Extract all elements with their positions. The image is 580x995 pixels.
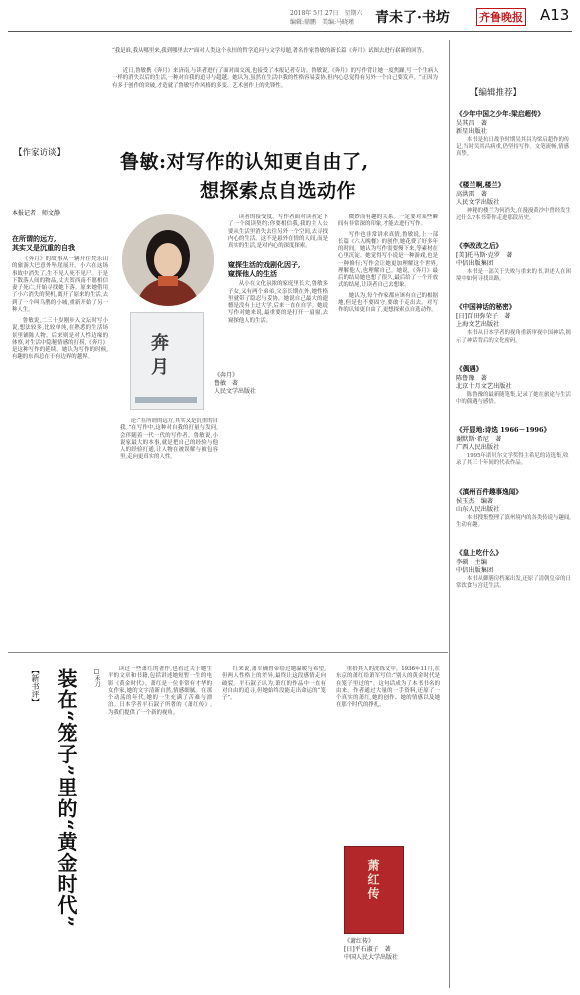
sidebar-item-author: 陈鲁豫 著 (456, 374, 487, 382)
sidebar-item-publisher: 中信出版集团 (456, 260, 494, 268)
interview-col1-para2: 鲁敏说,二三十岁刚步入文坛时写小说,想法较多,比较单纯,在熟悉的生活场景里铺陈人物。后来则是对人性边缘的体察,对生活中隐秘情感的打捞,《奔月》是这种写作的延续。她认为写作的时候,有趣的东西总在于有边界的越界。 (12, 318, 108, 361)
interview-col4 (338, 214, 438, 646)
sidebar-item-title: 《少年中国之少年:梁启超传》 (456, 110, 545, 118)
novel-book-author: 鲁敏 著 (214, 380, 239, 387)
novel-cover-title: 奔月 (148, 333, 169, 381)
sidebar-item-publisher: 山东人民出版社 (456, 505, 500, 513)
interview-col2 (120, 418, 218, 648)
sidebar-item-desc: 本书搜集整理了滇州境内的各类传说与趣闻,生动有趣。 (456, 514, 571, 528)
subheading-distance: 在所谓的远方, 其实又是沉重的自我 (12, 234, 75, 252)
sidebar-item-title: 《偶遇》 (456, 364, 483, 373)
sidebar-item-desc: 本书从御膳房档案出发,还原了清朝皇帝的日常饮食与宫廷生活。 (456, 576, 571, 590)
sidebar-item-author: 侯玉杰 编著 (456, 497, 494, 505)
sidebar-item-desc: 1995年诺贝尔文学奖得主希尼的诗选集,收录了其三十年间的代表作品。 (456, 453, 569, 467)
header-date: 2018年 5月 27日 星期六 (290, 10, 363, 17)
novel-book-title: 《奔月》 (214, 372, 239, 379)
interview-col1-para1: 《奔月》的故事从一辆开往梵乐山的旅游大巴意外坠崖展开。小六在这场事故中消失了,生不见人死不见尸。于是下散落人间的物品,丈夫贺西南不愿相信妻子死亡,开始寻找她下落。原来她借用了小六消失的契机,离开了原来的生活,去到了一个叫乌鹊的小城,重新开始了另一种人生。 (12, 256, 108, 313)
review-col3 (336, 666, 440, 826)
sidebar-item (456, 303, 572, 344)
review-col3-para: 重拾其人的洗练文中。1936年11月,在东京的萧红给萧军写信:“别人的黄金时代是在笼子里过的”。这句话成为了本书书名的由来。作者通过大量的一手资料,还原了一个真实的萧红,她的创作、她的情感以及她在那个时代的挣扎。 (336, 666, 440, 709)
xiaohong-book-info (344, 938, 444, 962)
author-photo (122, 214, 214, 306)
portrait-icon (122, 214, 214, 306)
sidebar-item-title: 《楼兰啊,楼兰》 (456, 180, 505, 189)
sidebar-item-author: [日]百田弥荣子 著 (456, 313, 511, 321)
sidebar-item-title: 《中国神话的秘密》 (456, 303, 516, 312)
sidebar-item (456, 181, 572, 222)
sidebar-item-title: 《滇州百件趣事逸闻》 (456, 487, 522, 496)
xiaohong-book-author: [日]平石淑子 著 (344, 946, 391, 953)
header-rule (8, 31, 572, 32)
sidebar-item-publisher: 新星出版社 (456, 128, 487, 135)
review-col2-para: 红来说,萧军确曾带给过她温暖与希望,但两人性格上的差异,最终让这段感情走向破裂。平石淑子认为,萧红的作品中一直有对自由的追寻,但她始终没能走出命运的“笼子”。 (222, 666, 326, 701)
xiaohong-book-cover (344, 846, 404, 934)
sidebar-item-title: 《皇上吃什么》 (456, 549, 503, 558)
intro-line1: “我是谁,我从哪里来,我到哪里去?”面对人类这个永恒的哲学追问与文学母题,著名作家鲁敏的新长篇《奔月》试图去进行崭新的回答。 (112, 48, 428, 54)
sidebar-item-title: 《开显地:诗选 1966－1996》 (456, 426, 551, 435)
interview-headline-2: 想探索点自选动作 (200, 180, 357, 202)
sidebar-item-desc: 陈鲁豫的最新随笔集,记录了她在旅途与生活中的偶遇与感悟。 (456, 391, 571, 406)
interview-col3-para1: 读者的接受度。写作者面对读者定下了一个阅读契约;你要相信我,我的主人公要从生活里消失去往另外一个空间,去寻找内心的生活。这不是悬外在情的人间,而是真实的生活,是对内心的深度探索。 (228, 214, 328, 249)
review-headline: 装在“笼子”里的“黄金时代” (54, 668, 78, 929)
sidebar-item-desc: 本书是抗日战争时期吴其昌为梁启超作的传记,当时吴其昌病重,仍坚持写作。文笔流畅,情感真挚。 (456, 137, 570, 158)
sidebar-item (456, 488, 572, 529)
sidebar-item-author: [美]托马斯·克罗 著 (456, 252, 513, 260)
interview-col3-para2: 从小在文化氛浓的家庭里长大,鲁敏多子女,又有两个弟弟,父亲长期在外,她性格里就带了隐忍与妥协。她说自己最大的遗憾是没有上过大学,后来一直在自学。她说写作对她来说,最重要的是打开一扇窗,去窥探他人的生活。 (228, 281, 328, 324)
novel-book-publisher: 人民文学出版社 (214, 388, 257, 395)
interview-col4-para1: 微妙而有趣的关系。一定要对某些瞬间有非常深的印象,才能去进行写作。 (338, 214, 438, 228)
sidebar-item-title: 《李改改之后》 (456, 242, 503, 251)
sidebar-item (456, 110, 572, 159)
sidebar-item-author: 李硕 主编 (456, 559, 487, 567)
sidebar-item-author: 高洪雷 著 (456, 190, 487, 198)
subheading-peek: 窥探生活的戏剧化因子, 窥探他人的生活 (228, 260, 301, 279)
sidebar-item (456, 365, 572, 406)
xiaohong-cover-title: 萧红传 (366, 859, 380, 901)
sidebar-item-desc: 神秘的楼兰为何消失,在漫漫黄沙中曾经发生过什么?本书带你走进那段历史。 (456, 207, 571, 221)
interview-col2-para: 论:“在所谓的远方,其实又是沉重的自我。”在写作中,这种对自我的打量与发问,会伴随着一代一代的写作者。鲁敏说,小说家最大的本事,就是把自己的经验与他人的经验打通,让人物在被误解与被包容里,走向更真实的人性。 (120, 418, 218, 461)
xiaohong-book-title: 《萧红传》 (344, 938, 375, 945)
sidebar-item-desc: 本书从日本学者的视角重新审视中国神话,揭示了神话背后的文化密码。 (456, 330, 571, 344)
xiaohong-book-publisher: 中国人民大学出版社 (344, 954, 399, 961)
review-col1 (108, 666, 212, 986)
interview-col1 (12, 256, 108, 646)
sidebar-item (456, 242, 572, 283)
sidebar-item (456, 549, 572, 590)
sidebar-item-desc: 本书是一部关于失败与重来的书,讲述人在困境中如何寻找出路。 (456, 269, 571, 283)
article-divider (8, 652, 448, 653)
intro-line2: 近日,鲁敏携《奔月》来济南,与读者进行了面对面交流,也接受了本报记者专访。鲁敏说,《奔月》的写作背让她一度焦躁,写一个生病人一样的消失以后的生活,一种对自我的追寻与超越。她认为,虽然在生活中我的性格容易妥协,但内心总觉得有另外一个自己要发声。“正因为有多于创作的突破,才造就了鲁敏写作风格的多变、艺术创作上的先锋性。 (112, 68, 439, 89)
sidebar-item-publisher: 中信出版集团 (456, 567, 494, 575)
sidebar-item-publisher: 人民文学出版社 (456, 198, 500, 206)
sidebar-item-publisher: 北京十月文艺出版社 (456, 382, 512, 390)
interview-tag: 【作家访谈】 (14, 148, 66, 158)
header-editor: 编辑:鼎鹏 美编:马晓瑾 (290, 19, 355, 26)
review-col1-para: 读过一些萧红的著作,也看过关于她生平的文章和书籍,包括讲述她短暂一生的电影《黄金时代》。萧红是一位非常有才华的女作家,她的文字清新自然,情感细腻。在那个动荡的年代,她的一生充满了苦难与漂泊。日本学者平石淑子所著的《萧红传》,为我们提供了一个新的视角。 (108, 666, 212, 716)
interview-headline-1: 鲁敏:对写作的认知更自由了, (120, 151, 369, 173)
byline: 本报记者 师文静 (12, 210, 61, 217)
header-paper-logo: 齐鲁晚报 (476, 8, 526, 26)
sidebar-item-publisher: 上海文艺出版社 (456, 321, 500, 329)
header-section-title: 青未了·书坊 (375, 10, 450, 26)
sidebar-list (456, 104, 572, 988)
sidebar-item-author: 吴其昌 著 (456, 120, 487, 127)
sidebar-item-author: 谢默斯·希尼 著 (456, 436, 502, 444)
header-page-number: A13 (540, 6, 570, 24)
review-author: □禾刀 (93, 668, 100, 687)
sidebar-divider (449, 40, 450, 988)
sidebar-item-publisher: 广西人民出版社 (456, 444, 500, 452)
interview-col4-para2: 写作也非常讲求真情,鲁敏说,上一部长篇《六人晚餐》的创作,她花费了好多年的时间。她认为写作需要慢下来,等素材在心里沉淀。她觉得写小说是一种游戏,也是一种修行;写作会让她更加理解这个世界,理解他人,也理解自己。她说,《奔月》最后的结局她也想了很久,最后给了一个开放式的结尾,让读者自己去想象。 (338, 231, 438, 289)
review-col2 (222, 666, 326, 986)
interview-col4-para3: 她认为,每个作家都应该有自己的根据地,但是也不要固守,要敢于走出去。对写作的认知更自由了,更想探索点自选动作。 (338, 292, 438, 313)
interview-col3 (228, 214, 328, 646)
sidebar-heading: 【编辑推荐】 (470, 88, 522, 98)
novel-book-cover (130, 312, 204, 410)
sidebar-item (456, 426, 572, 467)
review-tag: 【新书评】 (31, 666, 40, 706)
